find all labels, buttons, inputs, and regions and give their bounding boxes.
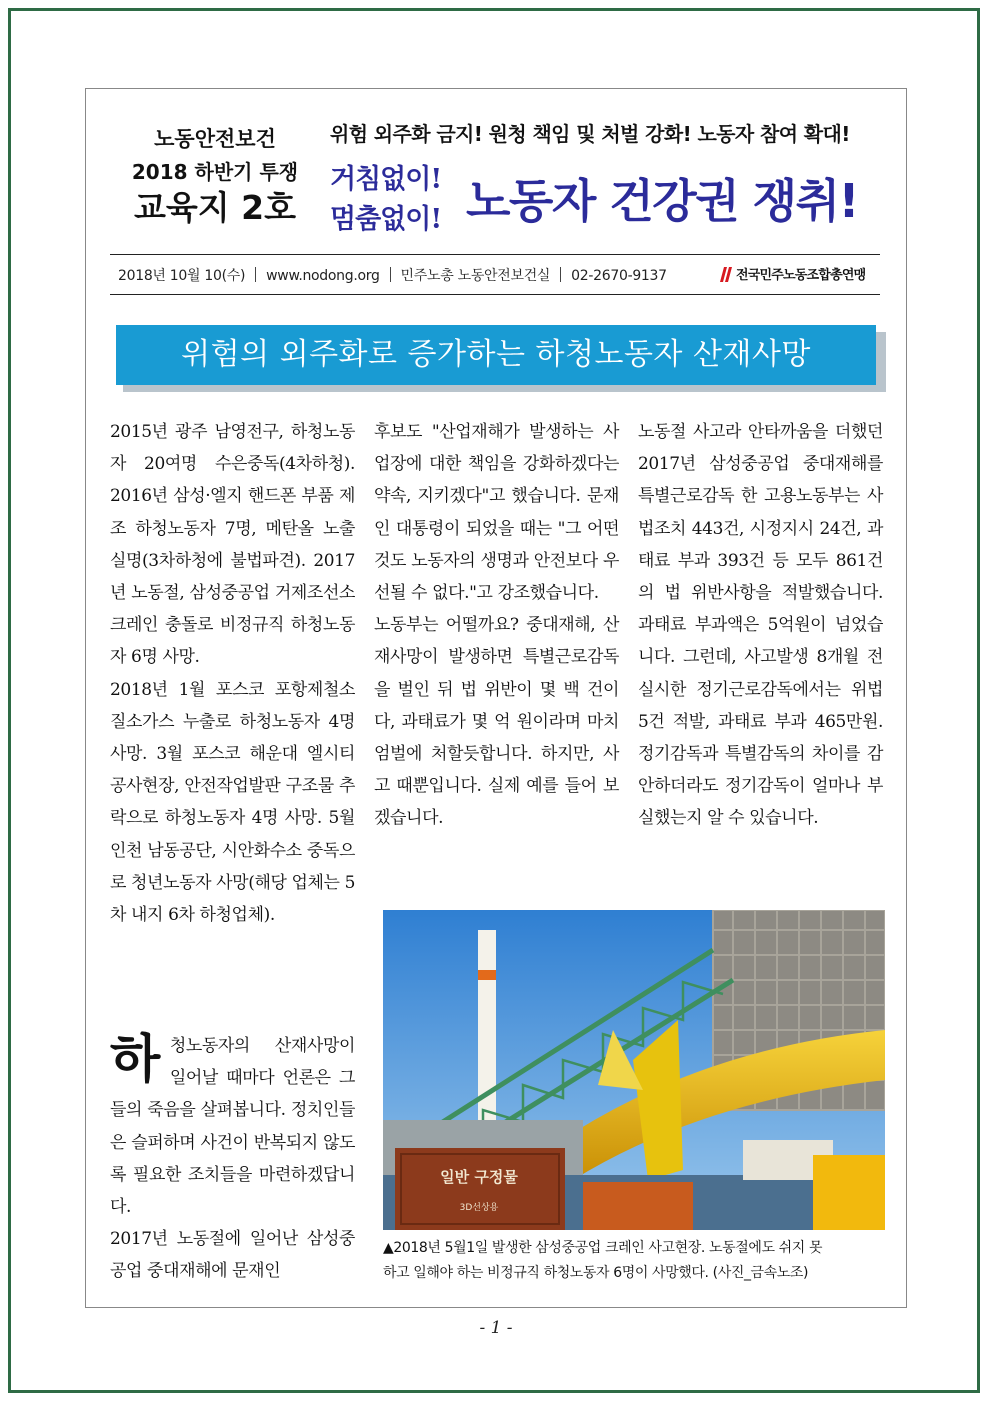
column-3 [638,416,883,835]
bin-sign-label: 일반 구정물 [440,1168,518,1186]
separator [560,267,561,282]
page-number: - 1 - [479,1318,513,1338]
paragraph-text: 청노동자의 산재사망이 일어날 때마다 언론은 그들의 죽음을 살펴봅니다. 정치인들은 슬퍼하며 사건이 반복되지 않도록 필요한 조치들을 마련하겠답니다. [110,1036,355,1218]
paragraph: 후보도 "산업재해가 발생하는 사업장에 대한 책임을 강화하겠다는 약속, 지키겠다"고 했습니다. 문재인 대통령이 되었을 때는 "그 어떤 것도 노동자의 생명과 안전보다 우선될 수 없다."고 강조했습니다. [374,422,619,604]
kctu-emblem-icon [718,265,734,283]
paragraph: 2015년 광주 남영전구, 하청노동자 20여명 수은중독(4차하청). 2016년 삼성·엘지 핸드폰 부품 제조 하청노동자 7명, 메탄올 노출 실명(3차하청에 불법파견). 2017년 노동절, 삼성중공업 거제조선소 크레인 충돌로 비정규직 하청노동자 6명 사망. [110,422,355,668]
website-link[interactable]: www.nodong.org [266,268,380,284]
kctu-name: 전국민주노동조합총연맹 [736,268,866,283]
photo-illustration [383,910,885,1230]
column-1-continued [110,1030,355,1288]
phone-number: 02-2670-9137 [571,268,667,284]
paragraph: 2017년 노동절에 일어난 삼성중공업 중대재해에 문재인 [110,1229,355,1282]
nonstop-slogan [330,160,455,240]
issue-date: 2018년 10월 10(수) [118,268,246,284]
drop-cap: 하 [110,1030,160,1090]
main-headline: 노동자 건강권 쟁취! [466,174,858,228]
kctu-logo [718,265,878,287]
nonstop-line-2: 멈춤없이! [330,204,442,235]
divider-top [110,254,880,255]
office-name: 민주노총 노동안전보건실 [400,268,551,284]
article-title: 위험의 외주화로 증가하는 하청노동자 산재사망 [116,325,876,385]
caption-line-1: ▲2018년 5월1일 발생한 삼성중공업 크레인 사고현장. 노동절에도 쉬지 못 [383,1240,823,1256]
separator [255,267,256,282]
series-title: 노동안전보건 [154,127,276,151]
paragraph [110,1030,355,1223]
paragraph: 2018년 1월 포스코 포항제철소 질소가스 누출로 하청노동자 4명 사망. 3월 포스코 해운대 엘시티 공사현장, 안전작업발판 구조물 추락으로 하청노동자 4명 사망. 5월 인천 남동공단, 시안화수소 중독으로 청년노동자 사망(해당 업체는 5차 내지 6차 하청업체). [110,679,355,926]
bin-sign-sublabel: 3D선상용 [459,1203,499,1213]
issue-number: 교육지 2호 [134,188,296,227]
separator [390,267,391,282]
campaign-title: 2018 하반기 투쟁 [131,160,299,184]
column-2 [374,416,619,835]
nonstop-line-1: 거침없이! [330,164,442,195]
crane-accident-photo [383,910,885,1230]
paragraph: 노동절 사고라 안타까움을 더했던 2017년 삼성중공업 중대재해를 특별근로감독 한 고용노동부는 사법조치 443건, 시정지시 24건, 과태료 부과 393건 등 모두 861건의 법 위반사항을 적발했습니다. 과태료 부과액은 5억원이 넘었습니다. 그런데, 사고발생 8개월 전 실시한 정기근로감독에서는 위법 5건 적발, 과태료 부과 465만원. 정기감독과 특별감독의 차이를 감안하더라도 정기감독이 얼마나 부실했는지 알 수 있습니다. [638,422,883,829]
column-1 [110,416,355,931]
caption-line-2: 하고 일해야 하는 비정규직 하청노동자 6명이 사망했다. (사진_금속노조) [383,1265,809,1281]
photo-caption [383,1236,885,1286]
paragraph: 노동부는 어떨까요? 중대재해, 산재사망이 발생하면 특별근로감독을 벌인 뒤 법 위반이 몇 백 건이다, 과태료가 몇 억 원이라며 마치 엄벌에 처할듯합니다. 하지만, 사고 때뿐입니다. 실제 예를 들어 보겠습니다. [374,615,619,829]
masthead-issue-block [110,126,320,228]
divider-bottom [110,294,880,295]
slogan-line: 위험 외주화 금지! 원청 책임 및 처벌 강화! 노동자 참여 확대! [330,122,850,146]
